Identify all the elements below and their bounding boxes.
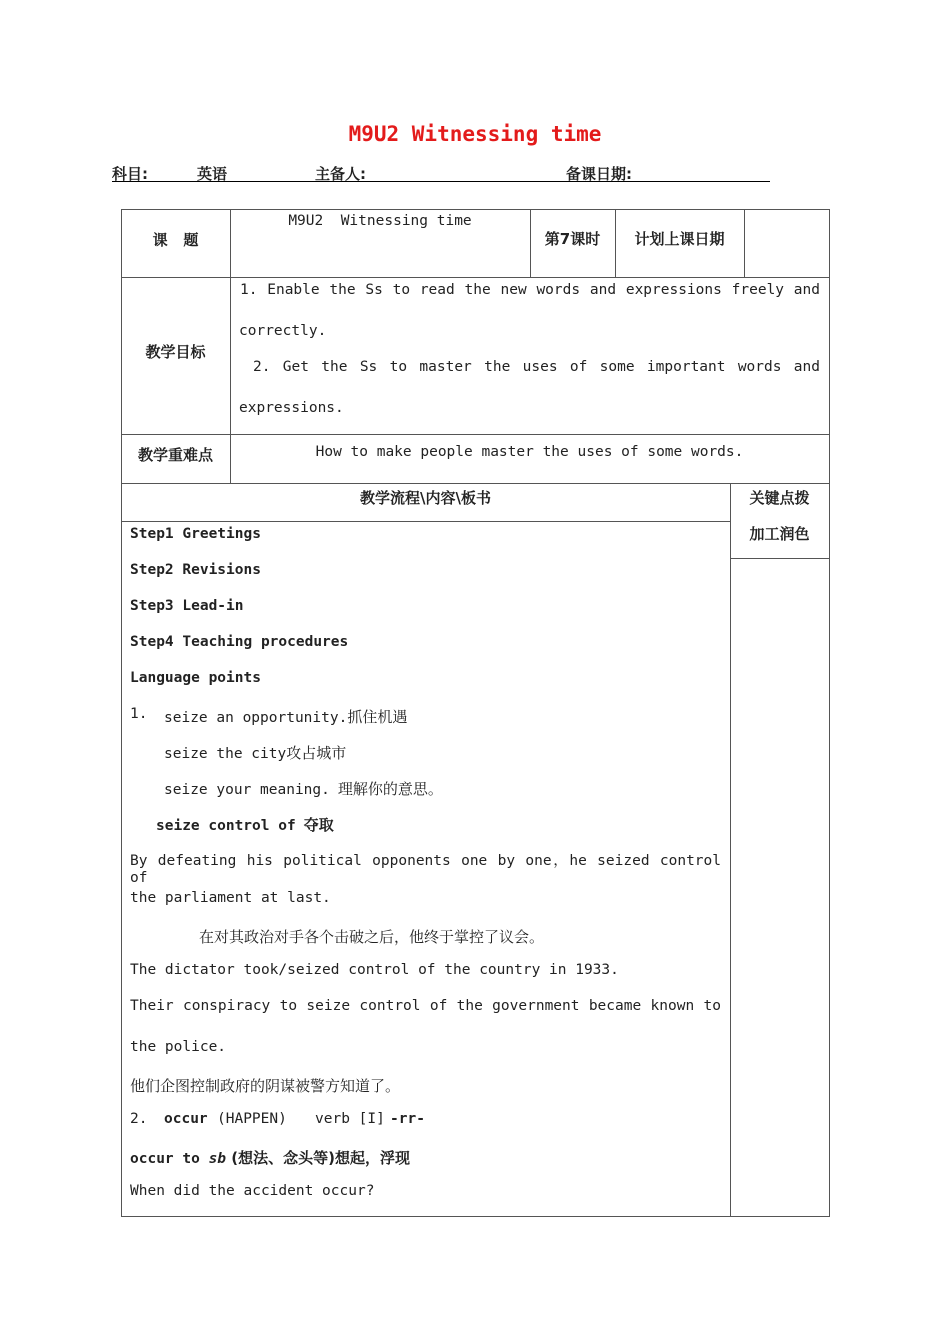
step-2: Step2 Revisions <box>130 562 261 578</box>
phrase-english: occur to <box>130 1151 209 1167</box>
language-points-heading: Language points <box>130 670 261 686</box>
point-2-number: 2. <box>130 1111 148 1127</box>
point-1-number: 1. <box>130 706 148 722</box>
phrase-chinese: 抓住机遇 <box>347 708 408 726</box>
example-1-line-2: the parliament at last. <box>130 890 331 906</box>
side-header-polish: 加工润色 <box>749 525 810 543</box>
table-row-divider <box>121 434 829 435</box>
point-2-tag: (HAPPEN) <box>217 1111 287 1127</box>
subject-value: 英语 <box>197 165 228 183</box>
goal-2-line-1: 2. Get the Ss to master the uses of some important words and <box>253 359 820 375</box>
phrase-item <box>164 778 443 799</box>
point-2-word: occur <box>164 1111 208 1127</box>
goal-2-line-2: expressions. <box>239 400 344 416</box>
date-label: 备课日期: <box>566 165 632 183</box>
goal-1-line-1: 1. Enable the Ss to read the new words and expressions freely and <box>240 282 820 298</box>
point-2-example: When did the accident occur? <box>130 1183 375 1199</box>
step-3: Step3 Lead-in <box>130 598 244 614</box>
table-border-bottom <box>121 1216 829 1217</box>
period-label: 第7课时 <box>544 230 601 248</box>
example-3-line-2: the police. <box>130 1039 227 1055</box>
phrase-chinese: (想法、念头等)想起，浮现 <box>226 1149 410 1167</box>
table-row-divider <box>121 483 829 484</box>
step-1: Step1 Greetings <box>130 526 261 542</box>
phrase-english: seize an opportunity. <box>164 710 348 726</box>
point-2-phrase <box>130 1147 410 1168</box>
example-3-line-1: Their conspiracy to seize control of the government became known to <box>130 998 721 1014</box>
phrase-english: seize the city <box>164 746 287 762</box>
process-header: 教学流程\内容\板书 <box>360 489 491 507</box>
difficulty-value: How to make people master the uses of some words. <box>315 444 744 460</box>
example-3-translation: 他们企图控制政府的阴谋被警方知道了。 <box>130 1077 401 1095</box>
table-border-top <box>121 209 829 210</box>
side-header-divider <box>730 558 829 559</box>
point-2-pos: verb [I] <box>315 1111 385 1127</box>
phrase-english: seize control of <box>156 818 296 834</box>
table-row-divider <box>121 277 829 278</box>
phrase-item <box>164 742 346 763</box>
topic-label: 课 题 <box>152 231 199 249</box>
header-underline <box>112 181 770 182</box>
preparer-label: 主备人: <box>315 165 366 183</box>
phrase-item <box>156 814 334 835</box>
table-col-divider <box>744 209 745 277</box>
subject-label: 科目: <box>112 165 148 183</box>
phrase-chinese: 理解你的意思。 <box>337 780 443 798</box>
difficulty-label: 教学重难点 <box>137 446 213 464</box>
goal-1-line-2: correctly. <box>239 323 327 339</box>
phrase-object: sb <box>208 1151 227 1167</box>
phrase-chinese: 夺取 <box>303 816 334 834</box>
document-title: M9U2 Witnessing time <box>348 122 602 146</box>
topic-value: M9U2 Witnessing time <box>288 213 472 229</box>
example-1-line-1: By defeating his political opponents one by one，he seized control of <box>130 853 721 886</box>
table-col-divider <box>230 209 231 483</box>
table-border-right <box>829 209 830 1217</box>
example-1-translation: 在对其政治对手各个击破之后，他终于掌控了议会。 <box>199 928 545 946</box>
step-4: Step4 Teaching procedures <box>130 634 349 650</box>
phrase-item <box>164 706 407 727</box>
goals-label: 教学目标 <box>145 343 206 361</box>
process-header-divider <box>121 521 730 522</box>
phrase-chinese: 攻占城市 <box>286 744 347 762</box>
phrase-english: seize your meaning. <box>164 782 330 798</box>
process-col-divider <box>730 483 731 1217</box>
point-2-inflection: -rr- <box>390 1111 425 1127</box>
example-2: The dictator took/seized control of the country in 1933. <box>130 962 619 978</box>
plan-date-label: 计划上课日期 <box>634 230 725 248</box>
side-header-key-points: 关键点拨 <box>749 489 810 507</box>
